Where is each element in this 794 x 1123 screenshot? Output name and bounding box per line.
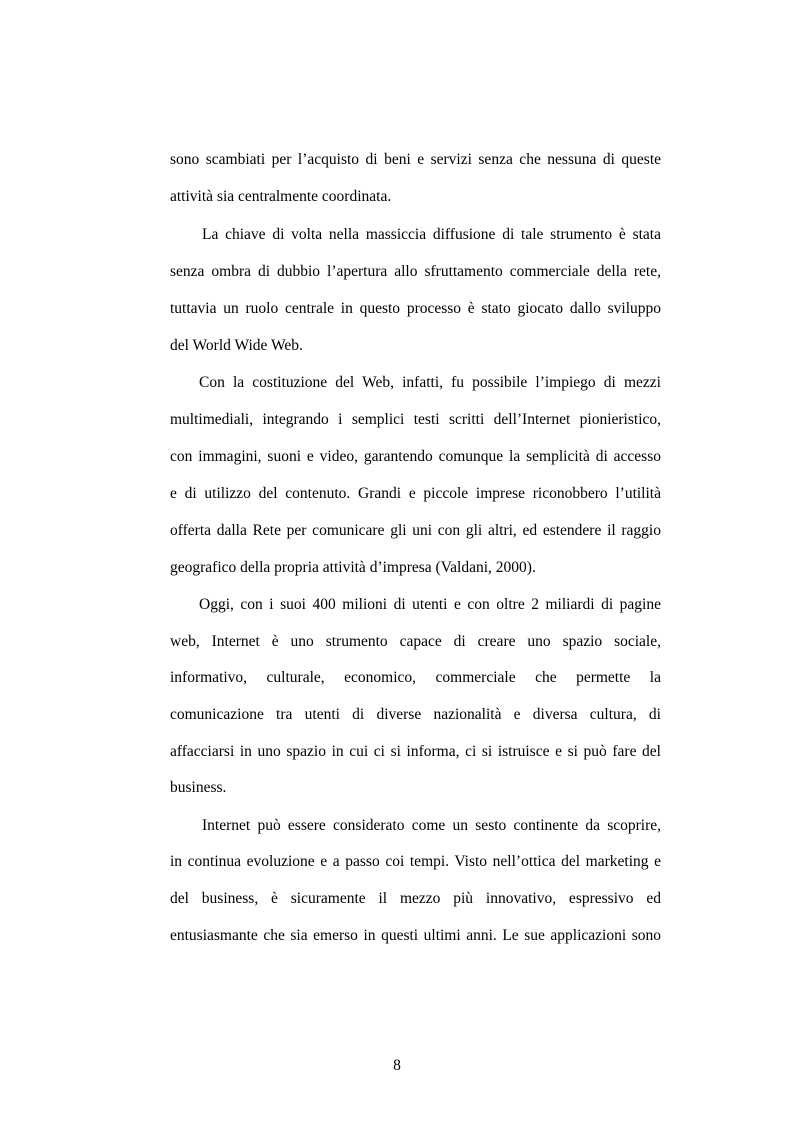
- text-line: comunicazione tra utenti di diverse nazionalità e diversa cultura, di: [170, 706, 661, 723]
- text-line: geografico della propria attività d’impresa (Valdani, 2000).: [170, 559, 536, 576]
- text-line: in continua evoluzione e a passo coi tempi. Visto nell’ottica del marketing e: [170, 853, 661, 870]
- text-line: affacciarsi in uno spazio in cui ci si informa, ci si istruisce e si può fare del: [170, 743, 661, 760]
- text-line: tuttavia un ruolo centrale in questo processo è stato giocato dallo sviluppo: [170, 300, 661, 317]
- page-number: 8: [393, 1057, 401, 1074]
- text-line: Internet può essere considerato come un sesto continente da scoprire,: [202, 817, 661, 834]
- text-line: Con la costituzione del Web, infatti, fu possibile l’impiego di mezzi: [199, 374, 661, 391]
- text-line: senza ombra di dubbio l’apertura allo sfruttamento commerciale della rete,: [170, 263, 661, 280]
- text-line: del business, è sicuramente il mezzo più innovativo, espressivo ed: [170, 890, 661, 907]
- text-line: business.: [170, 779, 227, 796]
- text-line: attività sia centralmente coordinata.: [170, 188, 392, 205]
- text-line: La chiave di volta nella massiccia diffusione di tale strumento è stata: [202, 226, 661, 243]
- text-line: con immagini, suoni e video, garantendo comunque la semplicità di accesso: [170, 448, 661, 465]
- text-line: Oggi, con i suoi 400 milioni di utenti e con oltre 2 miliardi di pagine: [199, 596, 661, 613]
- text-line: informativo, culturale, economico, commerciale che permette la: [170, 669, 661, 686]
- text-line: e di utilizzo del contenuto. Grandi e piccole imprese riconobbero l’utilità: [170, 485, 661, 502]
- text-line: offerta dalla Rete per comunicare gli uni con gli altri, ed estendere il raggio: [170, 522, 661, 539]
- text-line: multimediali, integrando i semplici testi scritti dell’Internet pionieristico,: [170, 411, 661, 428]
- text-line: entusiasmante che sia emerso in questi ultimi anni. Le sue applicazioni sono: [170, 927, 661, 944]
- text-line: del World Wide Web.: [170, 337, 303, 354]
- text-line: sono scambiati per l’acquisto di beni e servizi senza che nessuna di queste: [170, 151, 661, 168]
- text-line: web, Internet è uno strumento capace di creare uno spazio sociale,: [170, 633, 661, 650]
